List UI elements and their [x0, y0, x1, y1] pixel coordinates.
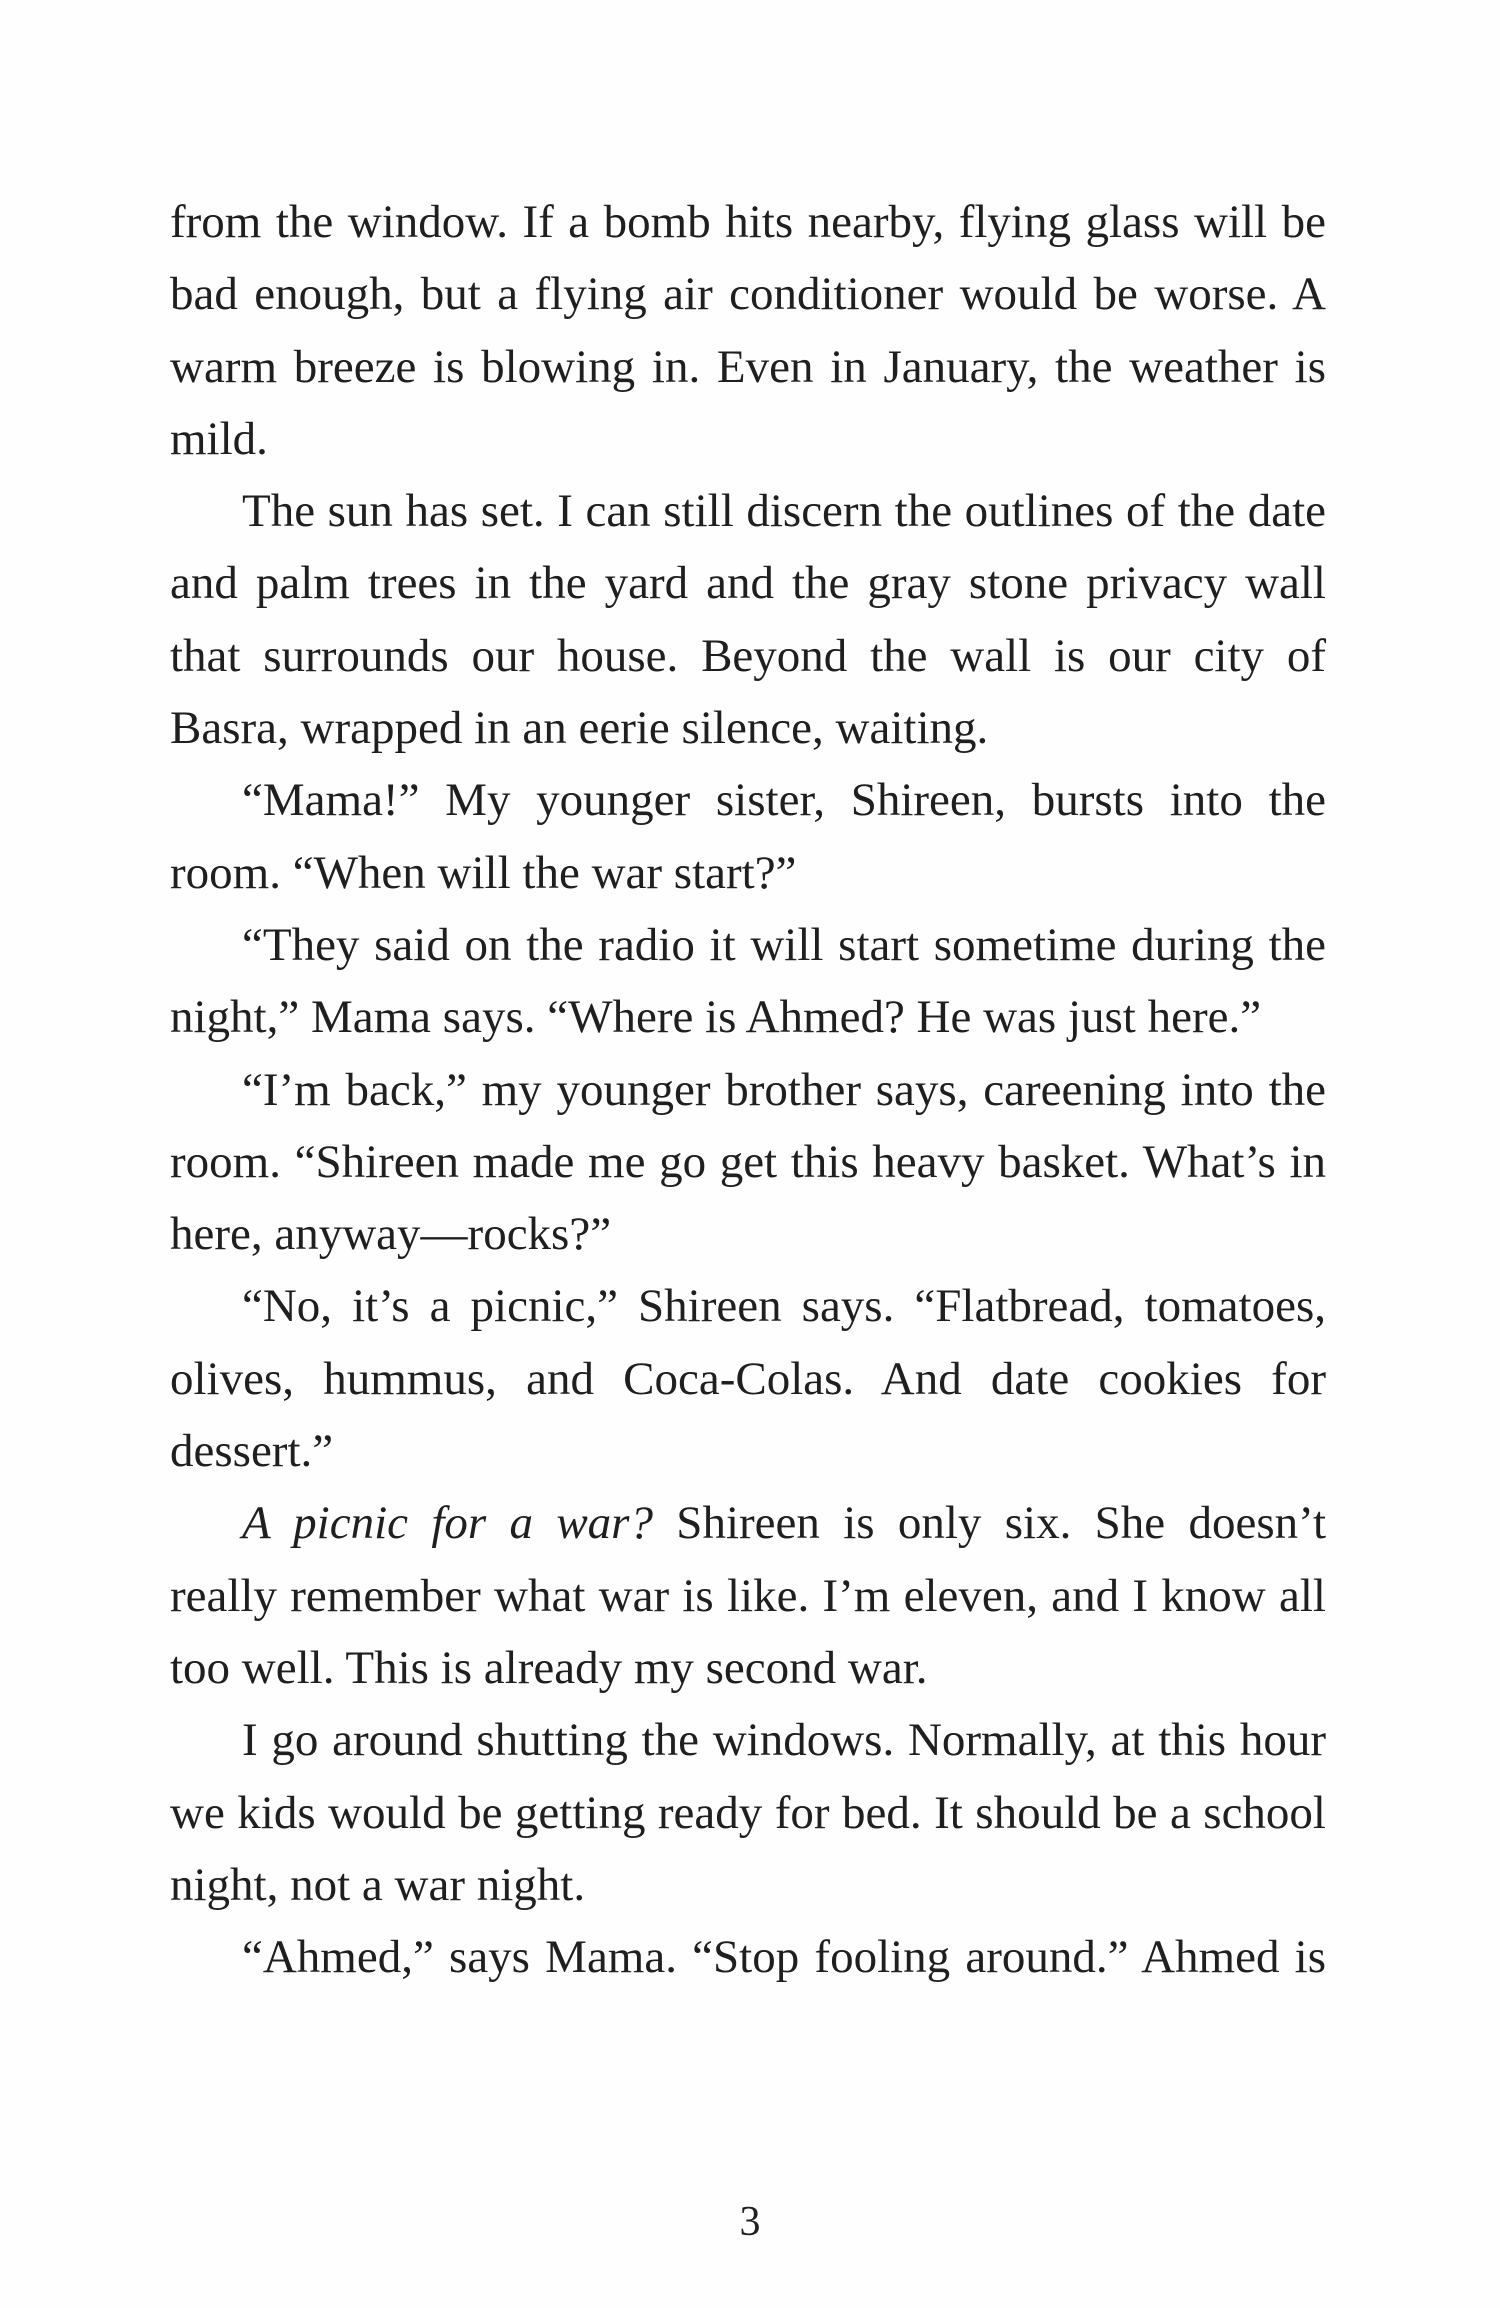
- paragraph-8: [170, 1704, 1326, 1921]
- paragraph-9: [170, 1921, 1326, 1993]
- paragraph-7: [170, 1487, 1326, 1704]
- paragraph-8-text: I go around shutting the windows. Normally, at this hour we kids would be getting ready for bed. It should be a school night, not a war night.: [170, 1714, 1326, 1911]
- page-number: 3: [739, 2199, 761, 2245]
- paragraph-5: [170, 1054, 1326, 1271]
- body-text: [170, 186, 1326, 1993]
- paragraph-4: [170, 909, 1326, 1054]
- paragraph-2: [170, 475, 1326, 764]
- paragraph-7-text: Shireen is only six. She doesn’t really remember what war is like. I’m eleven, and I know all too well. This is already my second war.: [170, 1497, 1327, 1694]
- paragraph-3-text: “Mama!” My younger sister, Shireen, bursts into the room. “When will the war start?”: [170, 774, 1326, 899]
- paragraph-1: [170, 186, 1326, 475]
- paragraph-5-text: “I’m back,” my younger brother says, careening into the room. “Shireen made me go get this heavy basket. What’s in here, anyway—rocks?”: [170, 1063, 1326, 1261]
- paragraph-3: [170, 764, 1326, 909]
- paragraph-4-text: “They said on the radio it will start sometime during the night,” Mama says. “Where is Ahmed? He was just here.”: [170, 918, 1326, 1044]
- paragraph-2-text: The sun has set. I can still discern the outlines of the date and palm trees in the yard and the gray stone privacy wall that surrounds our house. Beyond the wall is our city of Basra, wrapped in an eerie silence, waiting.: [170, 485, 1326, 755]
- paragraph-6-text: “No, it’s a picnic,” Shireen says. “Flatbread, tomatoes, olives, hummus, and Coca-Colas. And date cookies for dessert.”: [170, 1280, 1326, 1478]
- paragraph-7-italic: A picnic for a war?: [242, 1497, 653, 1550]
- paragraph-9-text: “Ahmed,” says Mama. “Stop fooling around.” Ahmed is: [242, 1931, 1326, 1984]
- paragraph-6: [170, 1270, 1326, 1487]
- paragraph-1-text: from the window. If a bomb hits nearby, flying glass will be bad enough, but a flying air conditioner would be worse. A warm breeze is blowing in. Even in January, the weather is mild.: [170, 196, 1326, 465]
